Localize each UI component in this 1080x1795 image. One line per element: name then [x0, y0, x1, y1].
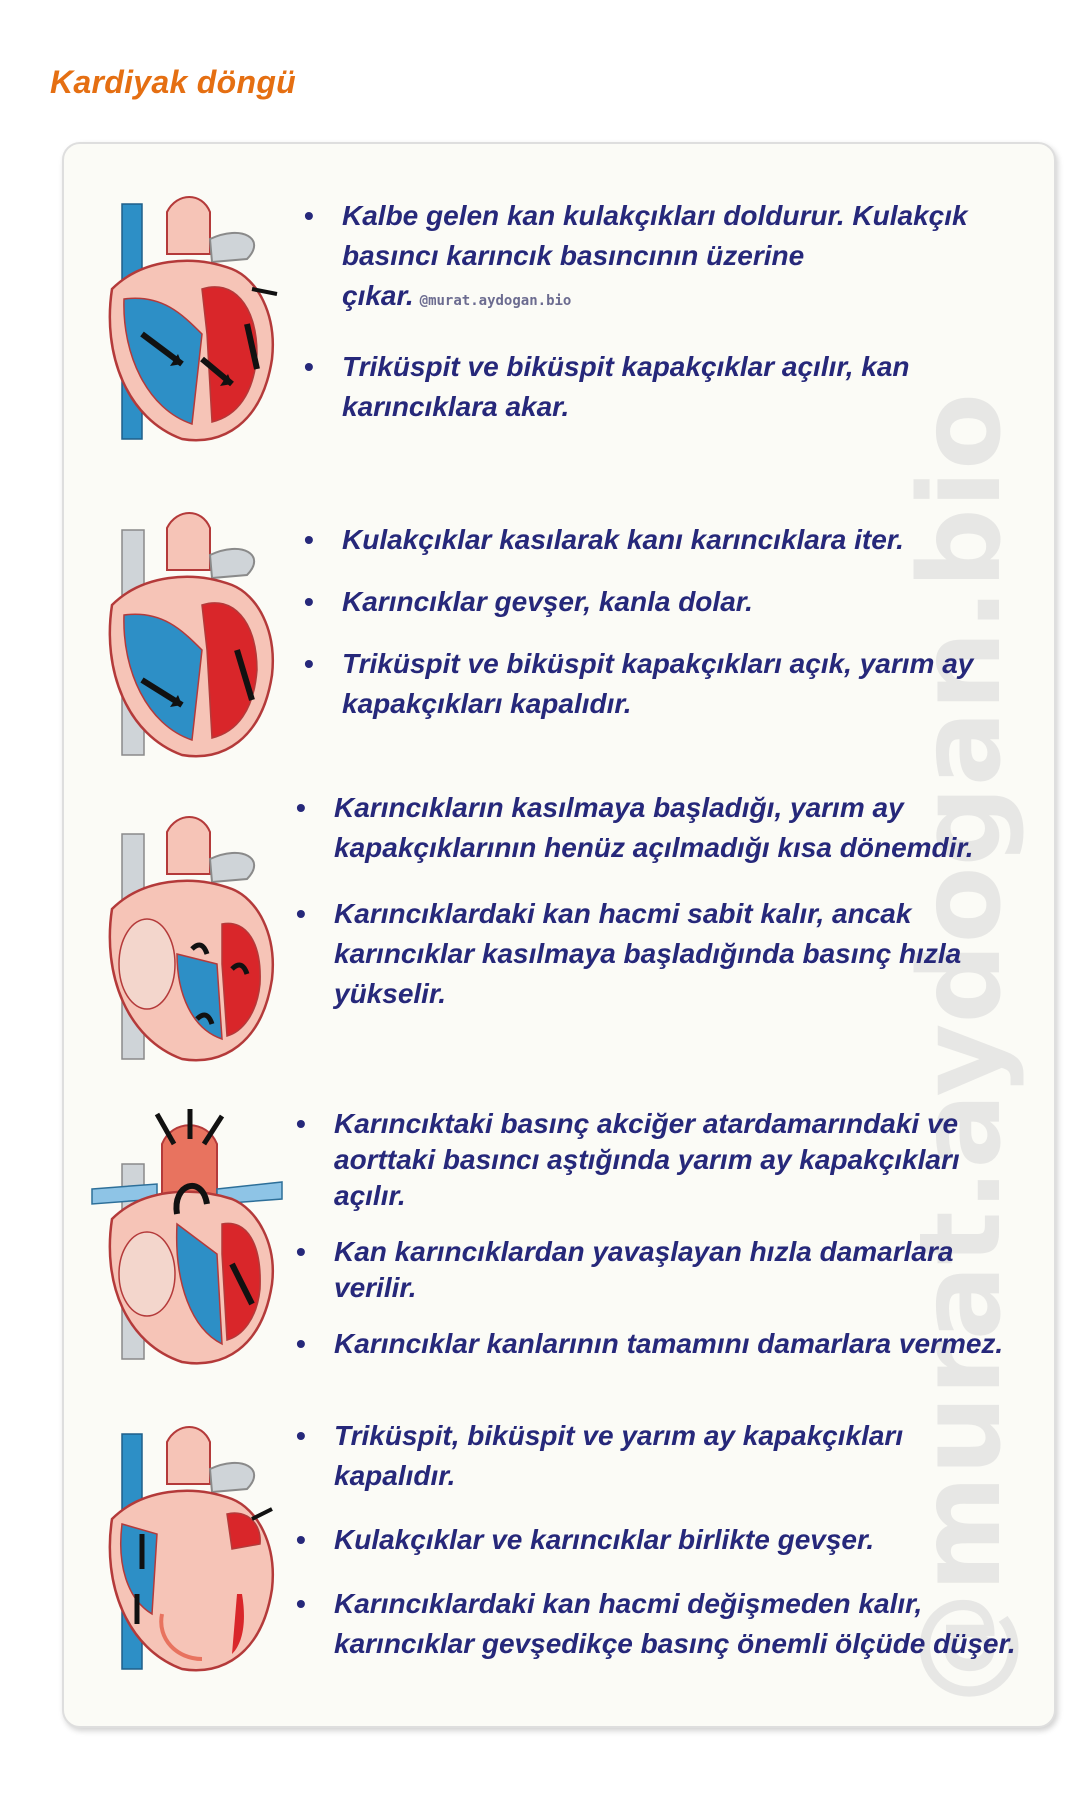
bullet-text: Kulakçıklar kasılarak kanı karıncıklara iter.	[342, 524, 904, 555]
list-item	[304, 196, 1004, 321]
bullet-text: Triküspit ve biküspit kapakçıklar açılır, kan karıncıklara akar.	[342, 351, 910, 422]
bullet-text: Kulakçıklar ve karıncıklar birlikte gevşer.	[334, 1524, 875, 1555]
heart-ventricular-ejection-icon	[82, 1104, 288, 1374]
bullet-text: Triküspit ve biküspit kapakçıkları açık, yarım ay kapakçıkları kapalıdır.	[342, 648, 974, 719]
list-item	[296, 1416, 1016, 1496]
list-item	[296, 1234, 1016, 1306]
bullet-text: Karıncıklardaki kan hacmi değişmeden kalır, karıncıklar gevşedikçe basınç önemli ölçüde düşer.	[334, 1588, 1016, 1659]
stage-3-bullets	[296, 788, 1006, 1014]
list-item	[296, 1584, 1016, 1664]
list-item	[296, 1326, 1016, 1362]
page-title: Kardiyak döngü	[50, 64, 297, 100]
bullet-text: Triküspit, biküspit ve yarım ay kapakçıkları kapalıdır.	[334, 1420, 904, 1491]
stage-1-bullets	[304, 196, 1004, 427]
bullet-text: Karıncıklar gevşer, kanla dolar.	[342, 586, 753, 617]
bullet-text: Kan karıncıklardan yavaşlayan hızla damarlara verilir.	[334, 1236, 954, 1303]
bullet-text: Karıncıklardaki kan hacmi sabit kalır, ancak karıncıklar kasılmaya başladığında basınç hızla yükselir.	[334, 898, 962, 1009]
stage-2-bullets	[304, 520, 1004, 724]
list-item	[304, 644, 1004, 724]
list-item	[304, 520, 1004, 560]
bullet-text: Karıncıktaki basınç akciğer atardamarındaki ve aorttaki basıncı aştığında yarım ay kapakçıkları açılır.	[334, 1108, 960, 1211]
watermark-text: @murat.aydogan.bio	[896, 392, 1026, 1704]
bullet-text: Kalbe gelen kan kulakçıkları doldurur. Kulakçık basıncı karıncık basıncının üzerine çıkar.	[342, 200, 968, 311]
heart-atrial-systole-icon	[82, 500, 288, 770]
stage-4-bullets	[296, 1106, 1016, 1362]
list-item	[296, 894, 1006, 1014]
credit-text: @murat.aydogan.bio	[419, 293, 572, 309]
heart-atrial-filling-icon	[82, 184, 288, 454]
stage-5-bullets	[296, 1416, 1016, 1664]
bullet-text: Karıncıklar kanlarının tamamını damarlara vermez.	[334, 1328, 1004, 1359]
bullet-text: Karıncıkların kasılmaya başladığı, yarım ay kapakçıklarının henüz açılmadığı kısa dönemdir.	[334, 792, 974, 863]
list-item	[296, 1106, 1016, 1214]
list-item	[304, 582, 1004, 622]
list-item	[296, 788, 1006, 868]
heart-isovolumetric-relaxation-icon	[82, 1414, 288, 1684]
list-item	[296, 1520, 1016, 1560]
content-panel	[62, 142, 1056, 1728]
heart-isovolumetric-contraction-icon	[82, 804, 288, 1074]
list-item	[304, 347, 1004, 427]
